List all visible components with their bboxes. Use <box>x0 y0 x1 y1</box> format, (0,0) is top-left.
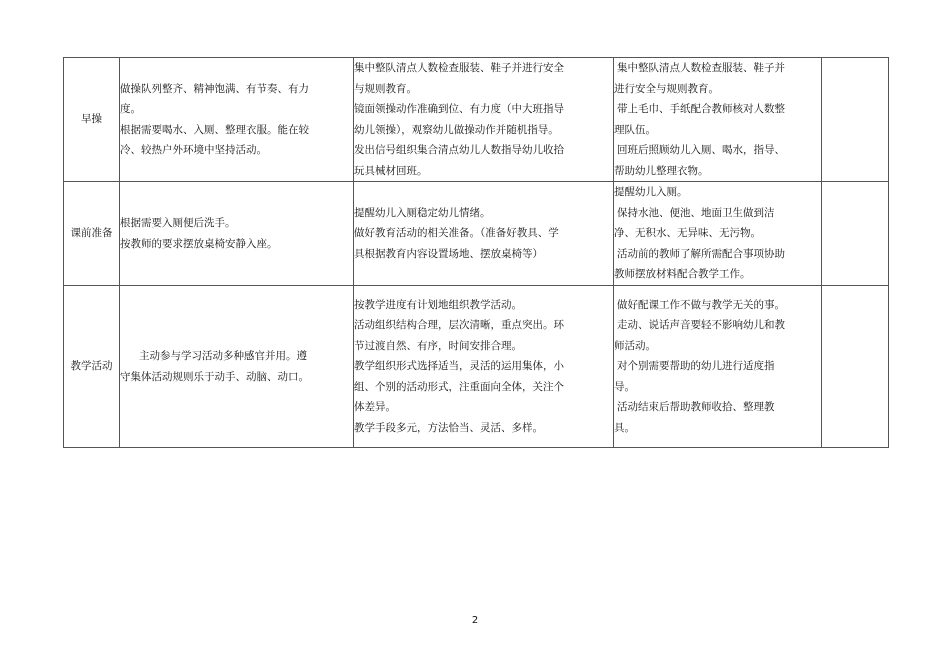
child-requirements-cell <box>120 286 354 448</box>
child-requirements-cell <box>120 182 354 286</box>
aide-duties-cell <box>614 182 822 286</box>
text-line: 幼儿领操），观察幼儿做操动作并随机指导。 <box>354 123 559 136</box>
teacher-duties-cell <box>354 58 614 182</box>
text-line: 具。 <box>614 421 635 434</box>
text-line: 提醒幼儿入厕。 <box>614 186 688 199</box>
text-line: 按教师的要求摆放桌椅安静入座。 <box>120 237 278 250</box>
text-line: 体差异。 <box>354 401 396 414</box>
text-line: 做好教育活动的相关准备。（准备好教具、学 <box>354 227 559 240</box>
aide-duties-cell <box>614 286 822 448</box>
routine-table <box>63 57 889 448</box>
text-line: 集中整队清点人数检查服装、鞋子并 <box>617 62 785 74</box>
row-title: 早操 <box>64 58 120 182</box>
table-row-class-prep <box>64 182 889 286</box>
text-line: 带上毛巾、手纸配合教师核对人数整 <box>617 103 785 115</box>
child-requirements-cell <box>120 58 354 182</box>
text-line: 具根据教育内容设置场地、摆放桌椅等） <box>354 247 543 260</box>
text-line: 发出信号组织集合清点幼儿人数指导幼儿收拾 <box>354 144 564 156</box>
text-line: 师活动。 <box>614 339 656 352</box>
table-row-teaching-activity <box>64 286 889 448</box>
text-line: 回班后照顾幼儿入厕、喝水，指导、 <box>617 144 785 156</box>
text-line: 理队伍。 <box>614 123 656 136</box>
text-line: 活动前的教师了解所需配合事项协助 <box>617 247 785 260</box>
text-line: 保持水池、便池、地面卫生做到洁 <box>617 206 775 219</box>
row-title: 课前准备 <box>64 182 120 286</box>
text-line: 节过渡自然、有序，时间安排合理。 <box>354 339 522 352</box>
text-line: 教师摆放材料配合教学工作。 <box>614 268 751 281</box>
empty-cell <box>822 182 889 286</box>
text-line: 走动、说话声音要轻不影响幼儿和教 <box>617 319 785 332</box>
text-line: 教学组织形式选择适当，灵活的运用集体，小 <box>354 360 564 373</box>
text-line: 主动参与学习活动多种感官并用。遵 <box>139 350 307 362</box>
table-row-morning-exercise <box>64 58 889 182</box>
teacher-duties-cell <box>354 182 614 286</box>
text-line: 教学手段多元，方法恰当、灵活、多样。 <box>354 421 543 434</box>
text-line: 做操队列整齐、精神饱满、有节奏、有力 <box>120 82 309 95</box>
text-line: 根据需要入厕便后洗手。 <box>120 217 236 229</box>
text-line: 与规则教育。 <box>354 82 417 95</box>
text-line: 做好配课工作不做与教学无关的事。 <box>617 298 785 311</box>
text-line: 集中整队清点人数检查服装、鞋子并进行安全 <box>354 62 564 74</box>
text-line: 玩具械材回班。 <box>354 164 428 177</box>
text-line: 进行安全与规则教育。 <box>614 82 719 95</box>
text-line: 对个别需要帮助的幼儿进行适度指 <box>617 360 775 373</box>
row-title: 教学活动 <box>64 286 120 448</box>
text-line: 根据需要喝水、入厕、整理衣服。能在较 <box>120 123 309 136</box>
aide-duties-cell <box>614 58 822 182</box>
teacher-duties-cell <box>354 286 614 448</box>
text-line: 帮助幼儿整理衣物。 <box>614 164 709 177</box>
page-number: 2 <box>471 615 479 626</box>
text-line: 镜面领操动作准确到位、有力度（中大班指导 <box>354 103 564 115</box>
text-line: 度。 <box>120 103 141 115</box>
text-line: 守集体活动规则乐于动手、动脑、动口。 <box>120 370 309 383</box>
empty-cell <box>822 58 889 182</box>
text-line: 导。 <box>614 380 635 393</box>
empty-cell <box>822 286 889 448</box>
text-line: 活动结束后帮助教师收拾、整理教 <box>617 401 775 414</box>
text-line: 提醒幼儿入厕稳定幼儿情绪。 <box>354 206 491 219</box>
text-line: 冷、较热户外环境中坚持活动。 <box>120 144 267 156</box>
text-line: 净、无积水、无异味、无污物。 <box>614 227 761 240</box>
text-line: 活动组织结构合理，层次清晰，重点突出。环 <box>354 319 564 332</box>
text-line: 按教学进度有计划地组织教学活动。 <box>354 298 522 311</box>
text-line: 组、个别的活动形式，注重面向全体，关注个 <box>354 380 564 393</box>
